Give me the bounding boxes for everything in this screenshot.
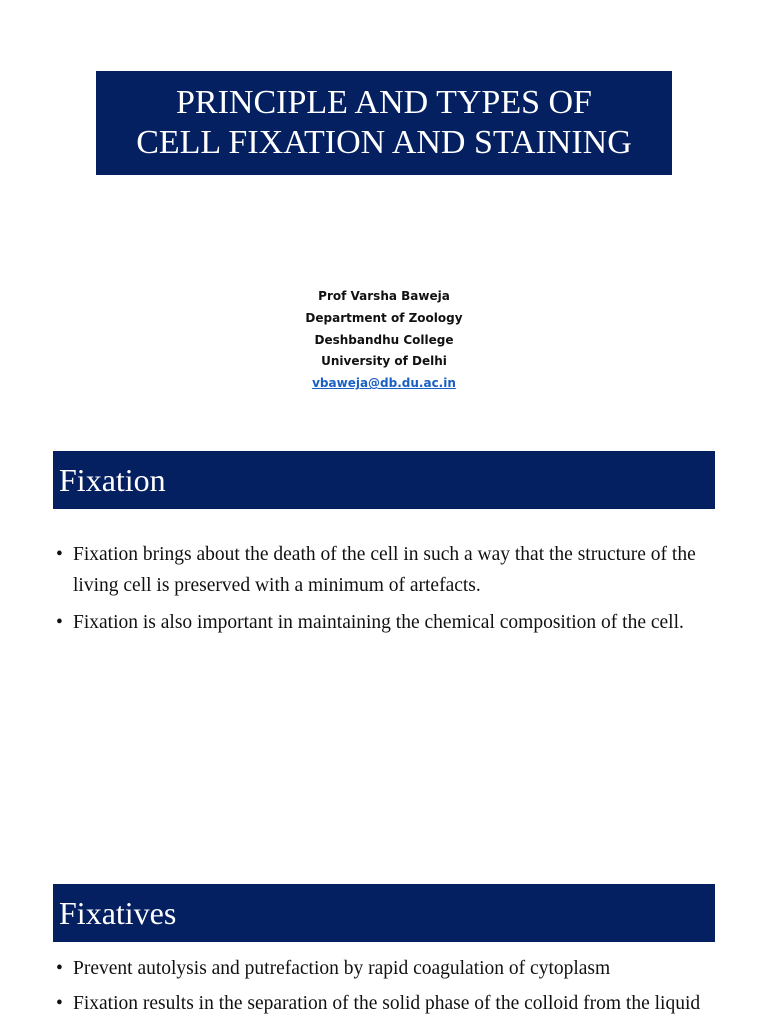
author-department: Department of Zoology	[305, 310, 463, 325]
bullet-text: Fixation results in the separation of the solid phase of the colloid from the liquid	[73, 993, 701, 1014]
title-line-2: CELL FIXATION AND STAINING	[136, 124, 632, 161]
bullet-icon: •	[56, 544, 63, 565]
list-item	[56, 607, 716, 638]
author-email-link[interactable]: vbaweja@db.du.ac.in	[312, 376, 456, 391]
fixation-bullet-list	[56, 539, 716, 644]
author-block	[0, 286, 768, 395]
bullet-text: Fixation is also important in maintaining the chemical composition of the cell.	[73, 612, 684, 633]
title-line-1: PRINCIPLE AND TYPES OF	[176, 84, 592, 121]
section-heading-fixatives: Fixatives	[53, 884, 715, 942]
title-banner	[96, 71, 672, 175]
bullet-icon: •	[56, 993, 63, 1014]
author-college: Deshbandhu College	[314, 332, 454, 347]
bullet-text: Fixation brings about the death of the cell in such a way that the structure of the living cell is preserved with a minimum of artefacts.	[73, 544, 696, 596]
list-item	[56, 539, 716, 601]
bullet-icon: •	[56, 958, 63, 979]
author-name: Prof Varsha Baweja	[318, 289, 450, 303]
bullet-icon: •	[56, 612, 63, 633]
fixatives-bullet-list	[56, 953, 716, 1025]
section-heading-fixation: Fixation	[53, 451, 715, 509]
author-university: University of Delhi	[321, 354, 447, 369]
list-item	[56, 988, 716, 1019]
bullet-text: Prevent autolysis and putrefaction by rapid coagulation of cytoplasm	[73, 958, 611, 979]
list-item	[56, 953, 716, 984]
